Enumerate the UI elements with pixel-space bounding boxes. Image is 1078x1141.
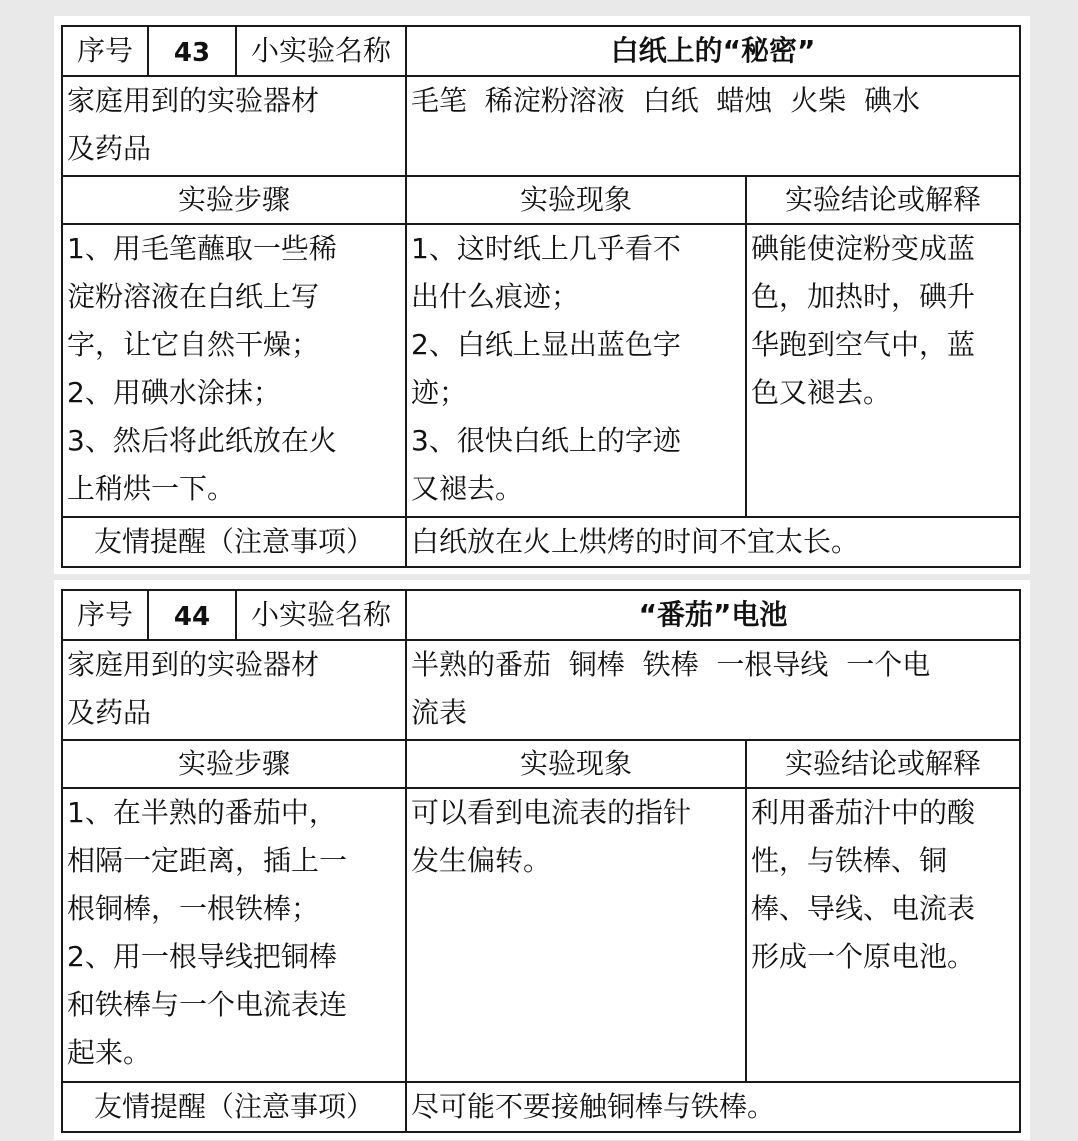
experiment-table <box>63 591 1021 1135</box>
conclusion-header: 实验结论或解释 <box>745 739 1021 789</box>
steps-header: 实验步骤 <box>61 739 407 789</box>
reminder-label: 友情提醒（注意事项） <box>61 516 407 568</box>
experiment-number: 44 <box>147 589 237 641</box>
materials-label-line2: 及药品 <box>67 132 152 165</box>
materials-value: 毛笔 稀淀粉溶液 白纸 蜡烛 火柴 碘水 <box>405 75 1021 177</box>
materials-label-line1: 家庭用到的实验器材 <box>67 648 320 681</box>
materials-label-line2: 及药品 <box>67 696 152 729</box>
name-label: 小实验名称 <box>235 589 407 641</box>
experiment-table <box>63 27 1021 570</box>
seq-label: 序号 <box>61 589 149 641</box>
name-label: 小实验名称 <box>235 25 407 77</box>
materials-value: 半熟的番茄 铜棒 铁棒 一根导线 一个电 流表 <box>405 639 1021 741</box>
conclusion-text: 碘能使淀粉变成蓝 色，加热时，碘升 华跑到空气中，蓝 色又褪去。 <box>745 223 1021 518</box>
reminder-label: 友情提醒（注意事项） <box>61 1081 407 1133</box>
reminder-text: 白纸放在火上烘烤的时间不宜太长。 <box>405 516 1021 568</box>
experiment-number: 43 <box>147 25 237 77</box>
phenomenon-text: 1、这时纸上几乎看不 出什么痕迹； 2、白纸上显出蓝色字 迹； 3、很快白纸上的字迹 又褪去。 <box>405 223 747 518</box>
experiment-name: 白纸上的“秘密” <box>405 25 1021 77</box>
materials-label-line1: 家庭用到的实验器材 <box>67 84 320 117</box>
phenomenon-header: 实验现象 <box>405 739 747 789</box>
experiment-name: “番茄”电池 <box>405 589 1021 641</box>
experiment-card-43 <box>54 16 1030 574</box>
phenomenon-header: 实验现象 <box>405 175 747 225</box>
conclusion-header: 实验结论或解释 <box>745 175 1021 225</box>
steps-text: 1、在半熟的番茄中， 相隔一定距离，插上一 根铜棒，一根铁棒； 2、用一根导线把铜棒 和铁棒与一个电流表连 起来。 <box>61 787 407 1083</box>
seq-label: 序号 <box>61 25 149 77</box>
steps-header: 实验步骤 <box>61 175 407 225</box>
reminder-text: 尽可能不要接触铜棒与铁棒。 <box>405 1081 1021 1133</box>
experiment-card-44 <box>54 580 1030 1140</box>
materials-label <box>61 75 407 177</box>
phenomenon-text: 可以看到电流表的指针 发生偏转。 <box>405 787 747 1083</box>
conclusion-text: 利用番茄汁中的酸 性，与铁棒、铜 棒、导线、电流表 形成一个原电池。 <box>745 787 1021 1083</box>
materials-label <box>61 639 407 741</box>
steps-text: 1、用毛笔蘸取一些稀 淀粉溶液在白纸上写 字，让它自然干燥； 2、用碘水涂抹； 3、然后将此纸放在火 上稍烘一下。 <box>61 223 407 518</box>
